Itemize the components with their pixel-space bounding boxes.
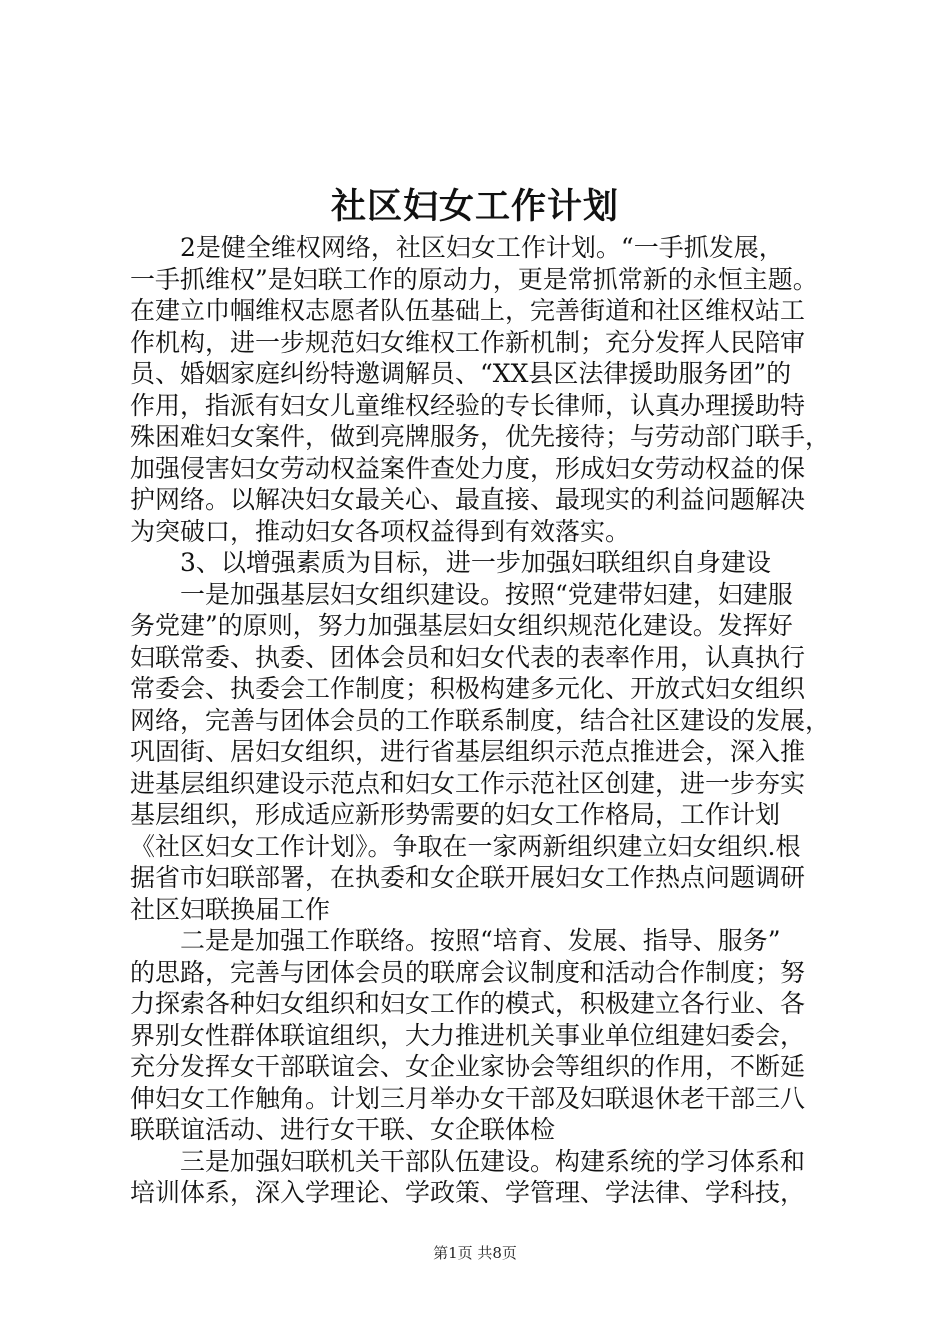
page-footer: 第1页 共8页 xyxy=(433,1244,517,1262)
text-line: 据省市妇联部署，在执委和女企联开展妇女工作热点问题调研 xyxy=(130,863,806,892)
text-line: 作用，指派有妇女儿童维权经验的专长律师，认真办理援助特 xyxy=(130,390,806,420)
document-title: 社区妇女工作计划 xyxy=(330,186,619,227)
text-line: 《社区妇女工作计划》。争取在一家两新组织建立妇女组织.根 xyxy=(130,831,801,861)
text-line: 社区妇联换届工作 xyxy=(130,894,331,924)
text-line: 加强侵害妇女劳动权益案件查处力度，形成妇女劳动权益的保 xyxy=(130,453,806,483)
text-line: 二是是加强工作联络。按照“培育、发展、指导、服务” xyxy=(180,926,781,955)
document-body xyxy=(130,232,850,1209)
text-line: 伸妇女工作触角。计划三月举办女干部及妇联退休老干部三八 xyxy=(130,1083,806,1113)
text-line: 联联谊活动、进行女干联、女企联体检 xyxy=(130,1115,556,1144)
text-line: 一手抓维权”是妇联工作的原动力，更是常抓常新的永恒主题。 xyxy=(130,264,818,294)
text-line: 在建立巾帼维权志愿者队伍基础上，完善街道和社区维权站工 xyxy=(130,296,806,325)
text-line: 三是加强妇联机关干部队伍建设。构建系统的学习体系和 xyxy=(180,1146,806,1176)
text-line: 巩固街、居妇女组织，进行省基层组织示范点推进会，深入推 xyxy=(130,737,806,766)
text-line: 网络，完善与团体会员的工作联系制度，结合社区建设的发展， xyxy=(130,705,831,735)
text-line: 力探索各种妇女组织和妇女工作的模式，积极建立各行业、各 xyxy=(130,989,806,1018)
text-line: 2是健全维权网络，社区妇女工作计划。“一手抓发展， xyxy=(180,233,784,262)
text-line: 妇联常委、执委、团体会员和妇女代表的表率作用，认真执行 xyxy=(130,642,806,672)
text-line: 的思路，完善与团体会员的联席会议制度和活动合作制度；努 xyxy=(130,957,806,987)
text-line: 为突破口，推动妇女各项权益得到有效落实。 xyxy=(130,516,631,546)
section-heading: 3、以增强素质为目标，进一步加强妇联组织自身建设 xyxy=(180,548,771,577)
text-line: 务党建”的原则，努力加强基层妇女组织规范化建设。发挥好 xyxy=(130,611,793,640)
text-line: 进基层组织建设示范点和妇女工作示范社区创建，进一步夯实 xyxy=(130,768,806,798)
text-line: 培训体系，深入学理论、学政策、学管理、学法律、学科技， xyxy=(130,1178,806,1207)
text-line: 基层组织，形成适应新形势需要的妇女工作格局，工作计划 xyxy=(130,800,781,829)
text-line: 员、婚姻家庭纠纷特邀调解员、“XX县区法律援助服务团”的 xyxy=(130,359,792,388)
text-line: 一是加强基层妇女组织建设。按照“党建带妇建，妇建服 xyxy=(180,579,793,609)
text-line: 界别女性群体联谊组织，大力推进机关事业单位组建妇委会， xyxy=(130,1020,806,1050)
text-line: 作机构，进一步规范妇女维权工作新机制；充分发挥人民陪审 xyxy=(130,327,806,357)
text-line: 殊困难妇女案件，做到亮牌服务，优先接待；与劳动部门联手， xyxy=(130,422,831,451)
text-line: 充分发挥女干部联谊会、女企业家协会等组织的作用，不断延 xyxy=(130,1052,806,1081)
text-line: 常委会、执委会工作制度；积极构建多元化、开放式妇女组织 xyxy=(130,674,806,703)
text-line: 护网络。以解决妇女最关心、最直接、最现实的利益问题解决 xyxy=(130,485,806,514)
